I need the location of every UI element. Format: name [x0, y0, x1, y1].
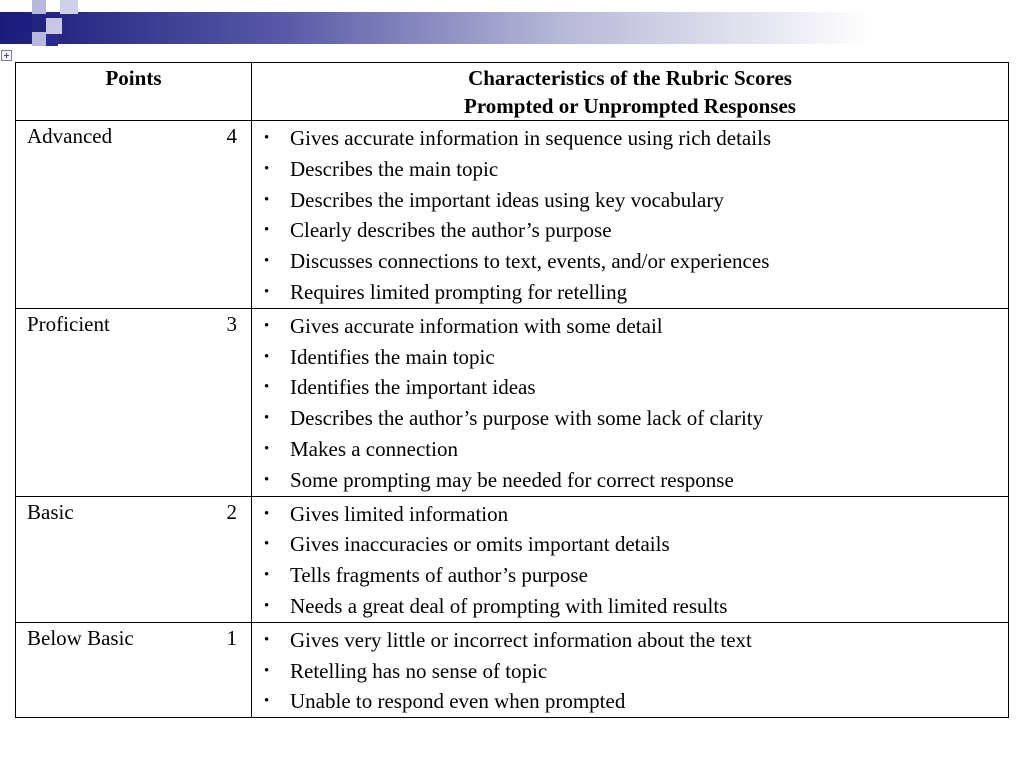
list-item: [252, 277, 1008, 308]
list-item: [252, 686, 1008, 717]
list-item: [252, 625, 1008, 656]
list-item: [252, 246, 1008, 277]
bullet-icon: •: [264, 410, 270, 427]
table-row-basic: [16, 496, 1009, 622]
bullet-icon: •: [264, 440, 270, 457]
list-item: [252, 434, 1008, 465]
characteristics-column-header: [252, 63, 1009, 121]
bullet-icon: •: [264, 191, 270, 208]
points-cell: [16, 496, 252, 622]
criterion-text: Describes the author’s purpose with some lack of clarity: [290, 406, 764, 431]
criterion-text: Unable to respond even when prompted: [290, 689, 626, 714]
criteria-cell: [252, 308, 1009, 496]
list-item: [252, 372, 1008, 403]
criterion-text: Describes the important ideas using key vocabulary: [290, 187, 724, 212]
criteria-list: [252, 623, 1008, 717]
list-item: [252, 656, 1008, 687]
criterion-text: Gives accurate information in sequence using rich details: [290, 126, 772, 150]
points-cell: [16, 308, 252, 496]
list-item: [252, 154, 1008, 185]
points-cell: [16, 622, 252, 717]
bullet-icon: •: [264, 536, 270, 553]
level-score: 4: [226, 124, 237, 148]
table-row-below-basic: [16, 622, 1009, 717]
bullet-icon: •: [264, 567, 270, 584]
bullet-icon: •: [264, 471, 270, 488]
criterion-text: Makes a connection: [290, 436, 458, 461]
criteria-list: [252, 309, 1008, 496]
characteristics-header-line2: Prompted or Unprompted Responses: [464, 94, 796, 118]
criterion-text: Requires limited prompting for retelling: [290, 279, 628, 304]
criterion-text: Retelling has no sense of topic: [290, 658, 548, 683]
decorative-square: [60, 0, 78, 14]
criterion-text: Gives limited information: [290, 501, 509, 526]
bullet-icon: •: [264, 348, 270, 365]
list-item: [252, 342, 1008, 373]
bullet-icon: •: [264, 160, 270, 177]
criteria-cell: [252, 496, 1009, 622]
decorative-square: [32, 0, 46, 14]
list-item: [252, 215, 1008, 246]
level-name: Advanced: [27, 124, 113, 148]
bullet-icon: •: [264, 379, 270, 396]
criterion-text: Needs a great deal of prompting with limited results: [290, 593, 728, 618]
table-header-row: [16, 63, 1009, 121]
decorative-square: [46, 18, 62, 34]
decorative-square: [46, 34, 58, 46]
points-header-label: Points: [105, 66, 162, 90]
criterion-text: Identifies the main topic: [290, 344, 495, 369]
level-score: 3: [226, 311, 237, 336]
list-item: [252, 185, 1008, 216]
bullet-icon: •: [264, 317, 270, 334]
criterion-text: Tells fragments of author’s purpose: [290, 563, 588, 588]
characteristics-header-line1: Characteristics of the Rubric Scores: [468, 66, 792, 90]
criteria-list: [252, 121, 1008, 308]
list-item: [252, 403, 1008, 434]
level-name: Below Basic: [27, 625, 134, 650]
criterion-text: Clearly describes the author’s purpose: [290, 218, 612, 243]
list-item: [252, 529, 1008, 560]
decorative-square: [32, 32, 46, 46]
criterion-text: Some prompting may be needed for correct response: [290, 467, 734, 492]
header-gradient-band: [0, 12, 1024, 44]
table-row-advanced: [16, 121, 1009, 309]
bullet-icon: •: [264, 130, 270, 146]
criterion-text: Gives accurate information with some detail: [290, 313, 663, 338]
bullet-icon: •: [264, 505, 270, 522]
bullet-icon: •: [264, 631, 270, 648]
list-item: [252, 591, 1008, 622]
list-item: [252, 123, 1008, 154]
criterion-text: Describes the main topic: [290, 156, 499, 181]
decorative-square: [14, 14, 32, 32]
points-cell: [16, 121, 252, 309]
bullet-icon: •: [264, 222, 270, 239]
bullet-icon: •: [264, 283, 270, 300]
criterion-text: Gives very little or incorrect information about the text: [290, 627, 752, 652]
bullet-icon: •: [264, 253, 270, 270]
bullet-icon: •: [264, 693, 270, 710]
criterion-text: Gives inaccuracies or omits important details: [290, 532, 670, 557]
criterion-text: Discusses connections to text, events, and/or experiences: [290, 249, 770, 274]
level-name: Proficient: [27, 311, 110, 336]
rubric-table: [15, 62, 1009, 718]
list-item: [252, 560, 1008, 591]
bullet-icon: •: [264, 597, 270, 614]
list-item: [252, 465, 1008, 496]
criteria-cell: [252, 121, 1009, 309]
level-score: 1: [226, 625, 237, 650]
criteria-list: [252, 497, 1008, 622]
criteria-cell: [252, 622, 1009, 717]
list-item: [252, 311, 1008, 342]
table-row-proficient: [16, 308, 1009, 496]
criterion-text: Identifies the important ideas: [290, 375, 536, 400]
level-name: Basic: [27, 499, 74, 524]
bullet-icon: •: [264, 662, 270, 679]
list-item: [252, 499, 1008, 530]
level-score: 2: [226, 499, 237, 524]
table-move-handle-icon[interactable]: [1, 50, 12, 61]
points-column-header: [16, 63, 252, 121]
